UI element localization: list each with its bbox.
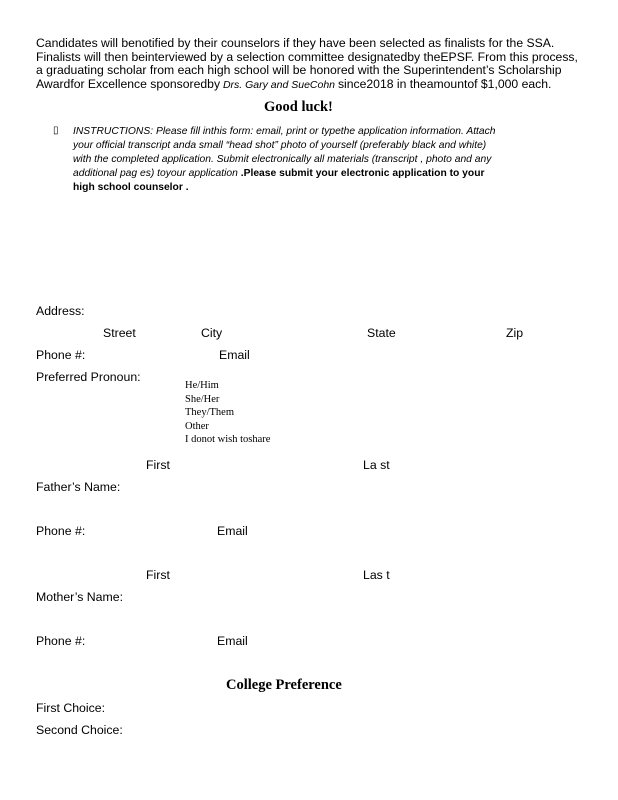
pronoun-option[interactable]: Other [185,421,209,432]
instructions-line: INSTRUCTIONS: Please fill inthis form: email, print or typethe application information. Attach [73,126,496,137]
father-email-label: Email [217,524,248,538]
pronoun-option[interactable]: She/Her [185,394,220,405]
intro-line [36,78,586,93]
zip-label: Zip [506,326,524,340]
father-name-label: Father’s Name: [36,480,121,494]
instructions-line: your official transcript anda small “head shot” photo of yourself (preferably black and white) [73,140,487,151]
mother-email-label: Email [217,634,248,648]
intro-paragraph [36,37,586,92]
intro-text: Awardfor Excellence sponsoredby [36,76,221,91]
mother-phone-label: Phone #: [36,634,86,648]
pronoun-option[interactable]: He/Him [185,380,219,391]
street-label: Street [103,326,136,340]
instructions-line [73,167,593,181]
pronoun-option[interactable]: I donot wish toshare [185,434,271,445]
state-label: State [367,326,396,340]
intro-text: since2018 in theamountof $1,000 each. [337,76,552,91]
father-last-label: La st [363,458,390,472]
checkbox-bullet-icon: ▯ [53,125,59,136]
email-label: Email [219,348,250,362]
pronoun-label: Preferred Pronoun: [36,370,141,384]
instructions-text: additional pag es) toyour application [73,168,241,179]
father-phone-label: Phone #: [36,524,86,538]
instructions-line: high school counselor . [73,182,189,193]
intro-line: Finalists will then beinterviewed by a selection committee designatedby theEPSF. From this process, [36,49,578,64]
first-choice-label: First Choice: [36,701,106,715]
sponsor-names: Drs. Gary and SueCohn [220,78,338,91]
pronoun-option[interactable]: They/Them [185,407,234,418]
good-luck-heading: Good luck! [264,99,333,115]
instructions-block [73,125,593,195]
instructions-line: with the completed application. Submit electronically all materials (transcript , photo and any [73,154,492,165]
intro-line: Candidates will benotified by their counselors if they have been selected as finalists for the SSA. [36,36,555,50]
mother-name-label: Mother’s Name: [36,590,124,604]
father-first-label: First [146,458,170,472]
intro-line: a graduating scholar from each high school will be honored with the Superintendent’s Scholarship [36,63,562,78]
instructions-bold-text: .Please submit your electronic application to your [240,168,485,179]
mother-last-label: Las t [363,568,390,582]
phone-label: Phone #: [36,348,86,362]
city-label: City [201,326,223,340]
second-choice-label: Second Choice: [36,723,123,737]
address-label: Address: [36,304,85,318]
mother-first-label: First [146,568,170,582]
college-preference-heading: College Preference [226,677,342,693]
